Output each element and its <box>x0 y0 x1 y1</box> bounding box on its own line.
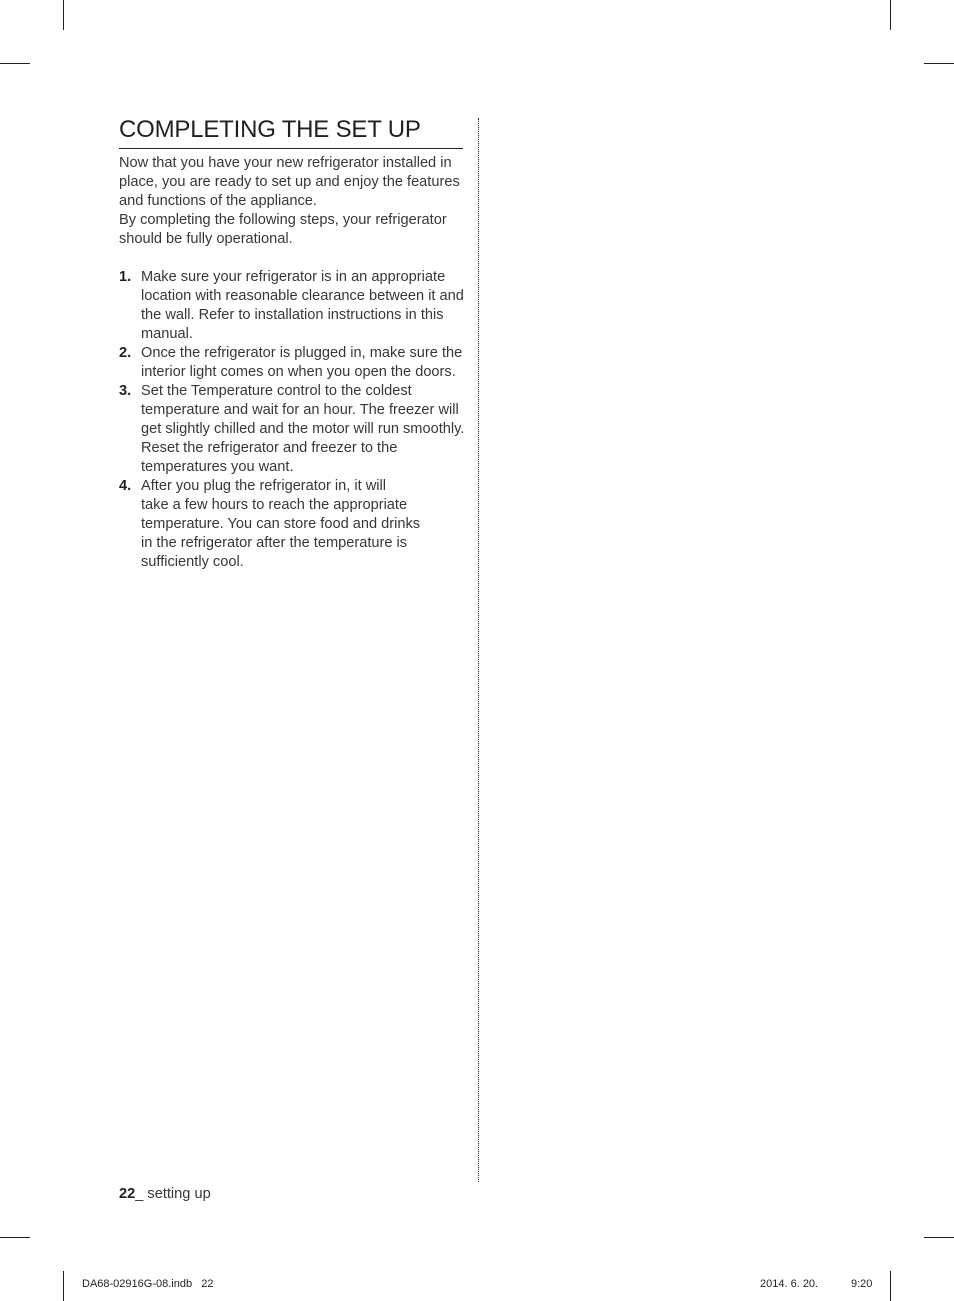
step-item <box>119 344 467 382</box>
step-text: Make sure your refrigerator is in an appropriate location with reasonable clearance between it and the wall. Refer to installation instructions in this manual. <box>141 269 464 342</box>
step-number: 3. <box>119 383 132 399</box>
crop-mark <box>890 1271 891 1301</box>
crop-mark <box>924 1237 954 1238</box>
step-item <box>119 268 467 344</box>
crop-mark <box>924 63 954 64</box>
crop-mark <box>63 0 64 30</box>
slug-file: DA68-02916G-08.indb 22 <box>82 1278 214 1290</box>
step-item <box>119 382 467 477</box>
crop-mark <box>890 0 891 30</box>
intro-paragraph: Now that you have your new refrigerator installed in place, you are ready to set up and enjoy the features and functions of the appliance. <box>119 155 460 209</box>
section-title: COMPLETING THE SET UP <box>119 114 463 149</box>
slug-time: 9:20 <box>851 1278 873 1290</box>
page-number: 22 <box>119 1186 136 1202</box>
step-text: Once the refrigerator is plugged in, make sure the interior light comes on when you open the doors. <box>141 345 463 380</box>
crop-mark <box>0 63 30 64</box>
slug-date: 2014. 6. 20. <box>760 1278 819 1290</box>
step-text: After you plug the refrigerator in, it will take a few hours to reach the appropriate temperature. You can store food and drinks in the refrigerator after the temperature is sufficiently cool. <box>141 478 421 570</box>
step-number: 4. <box>119 478 132 494</box>
step-number: 1. <box>119 269 132 285</box>
intro-paragraph: By completing the following steps, your refrigerator should be fully operational. <box>119 212 447 247</box>
step-item <box>119 477 467 572</box>
intro-text <box>119 154 467 249</box>
setup-steps-list <box>119 268 467 572</box>
step-number: 2. <box>119 345 132 361</box>
crop-mark <box>0 1237 30 1238</box>
page-footer <box>119 1185 211 1204</box>
column-divider <box>478 118 479 1182</box>
footer-section-name: _ setting up <box>135 1186 211 1202</box>
step-text: Set the Temperature control to the coldest temperature and wait for an hour. The freezer will get slightly chilled and the motor will run smoothly. Reset the refrigerator and freezer to the temperatures you want. <box>141 383 465 475</box>
crop-mark <box>63 1271 64 1301</box>
